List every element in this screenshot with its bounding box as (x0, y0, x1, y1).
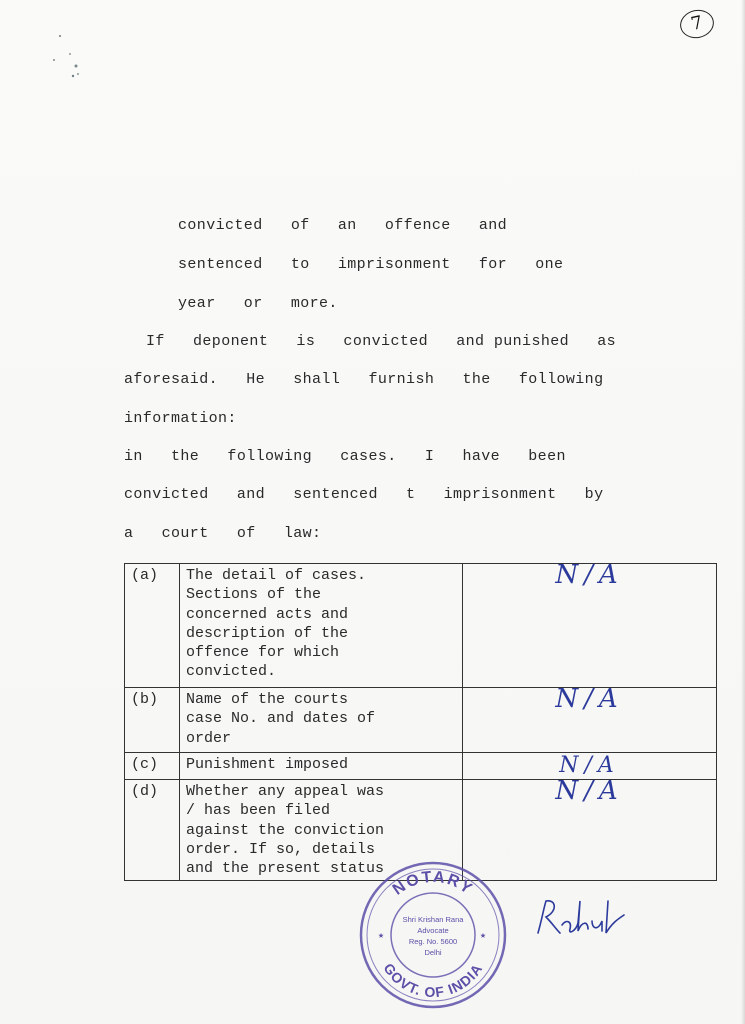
handwritten-answer: N/A (463, 780, 717, 881)
stamp-center-line: Advocate (417, 926, 449, 935)
page-edge-shadow (741, 0, 745, 1024)
svg-text:NOTARY (390, 869, 476, 899)
paragraph-line: convicted and sentenced t imprisonment by (124, 486, 604, 503)
paragraph-line: If deponent is convicted and punished as (146, 333, 617, 350)
table-row (125, 688, 717, 753)
paragraph-line: a court of law: (124, 525, 322, 542)
stamp-center-line: Delhi (424, 948, 442, 957)
row-description: The detail of cases. Sections of the concerned acts and description of the offence for which convicted. (180, 564, 463, 688)
paragraph-line: sentenced to imprisonment for one (178, 256, 564, 273)
paragraph-line: in the following cases. I have been (124, 448, 566, 465)
row-index: (d) (125, 780, 180, 881)
handwritten-signature (532, 895, 628, 943)
handwritten-answer: N/A (463, 688, 717, 753)
row-description: Punishment imposed (180, 753, 463, 780)
notary-stamp (358, 860, 508, 1010)
stamp-top-text: NOTARY (389, 868, 477, 899)
conviction-details-table (124, 560, 717, 881)
paragraph-line: year or more. (178, 295, 338, 312)
paragraph-line: information: (124, 410, 237, 427)
row-description: Name of the courts case No. and dates of order (180, 688, 463, 753)
svg-text:GOVT. OF INDIA (380, 960, 485, 1000)
svg-text:★: ★ (480, 931, 487, 942)
svg-text:★: ★ (378, 931, 385, 942)
stamp-center-line: Shri Krishan Rana (402, 915, 464, 924)
handwritten-answer: N/A (463, 753, 717, 780)
table-row (125, 564, 717, 688)
paragraph-line: convicted of an offence and (178, 217, 508, 234)
handwritten-answer: N/A (463, 564, 717, 688)
row-index: (a) (125, 564, 180, 688)
table-row (125, 753, 717, 780)
scan-specks (40, 32, 90, 82)
row-index: (b) (125, 688, 180, 753)
row-description: Whether any appeal was / has been filed against the conviction order. If so, details and the present status (180, 780, 463, 881)
row-index: (c) (125, 753, 180, 780)
page-number: 7 (677, 7, 716, 41)
stamp-bottom-text: GOVT. OF INDIA (380, 960, 486, 1001)
stamp-center-line: Reg. No. 5600 (408, 937, 458, 946)
paragraph-line: aforesaid. He shall furnish the following (124, 371, 604, 388)
